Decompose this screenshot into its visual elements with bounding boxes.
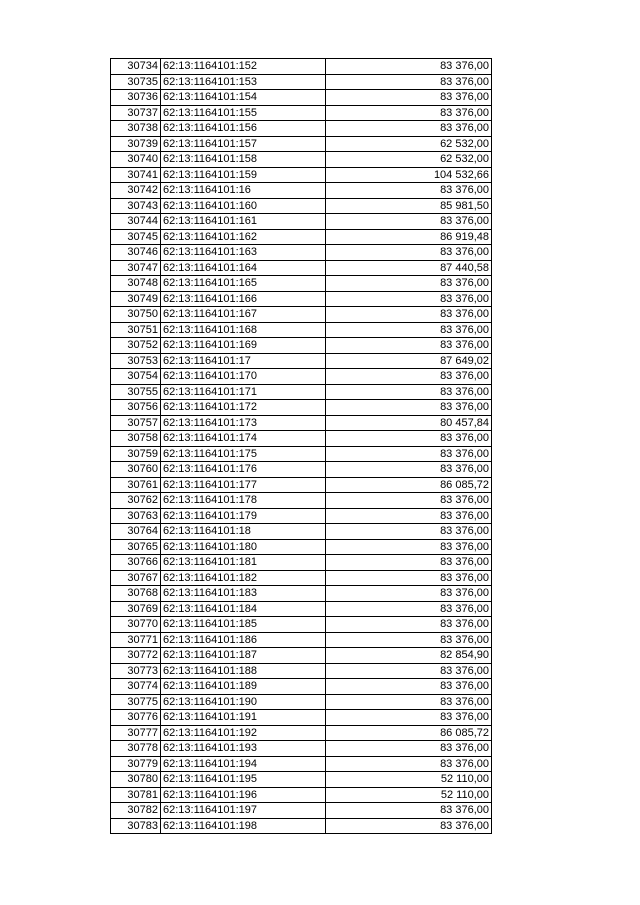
cadastral-value-cell: 83 376,00 xyxy=(326,183,492,199)
row-number-cell: 30777 xyxy=(111,725,161,741)
cadastral-number-cell: 62:13:1164101:188 xyxy=(161,663,326,679)
row-number-cell: 30757 xyxy=(111,415,161,431)
cadastral-value-cell: 85 981,50 xyxy=(326,198,492,214)
cadastral-number-cell: 62:13:1164101:160 xyxy=(161,198,326,214)
row-number-cell: 30774 xyxy=(111,679,161,695)
table-row xyxy=(111,338,492,354)
table-row xyxy=(111,291,492,307)
table-row xyxy=(111,772,492,788)
cadastral-number-cell: 62:13:1164101:192 xyxy=(161,725,326,741)
cadastral-number-cell: 62:13:1164101:165 xyxy=(161,276,326,292)
cadastral-value-cell: 87 440,58 xyxy=(326,260,492,276)
cadastral-value-cell: 62 532,00 xyxy=(326,152,492,168)
table-row xyxy=(111,586,492,602)
cadastral-number-cell: 62:13:1164101:197 xyxy=(161,803,326,819)
cadastral-value-cell: 80 457,84 xyxy=(326,415,492,431)
row-number-cell: 30760 xyxy=(111,462,161,478)
cadastral-number-cell: 62:13:1164101:18 xyxy=(161,524,326,540)
table-row xyxy=(111,167,492,183)
table-row xyxy=(111,369,492,385)
row-number-cell: 30759 xyxy=(111,446,161,462)
row-number-cell: 30749 xyxy=(111,291,161,307)
cadastral-number-cell: 62:13:1164101:181 xyxy=(161,555,326,571)
table-row xyxy=(111,105,492,121)
row-number-cell: 30736 xyxy=(111,90,161,106)
cadastral-value-cell: 83 376,00 xyxy=(326,462,492,478)
row-number-cell: 30782 xyxy=(111,803,161,819)
row-number-cell: 30746 xyxy=(111,245,161,261)
row-number-cell: 30770 xyxy=(111,617,161,633)
table-row xyxy=(111,803,492,819)
cadastral-value-cell: 83 376,00 xyxy=(326,105,492,121)
cadastral-number-cell: 62:13:1164101:16 xyxy=(161,183,326,199)
cadastral-number-cell: 62:13:1164101:191 xyxy=(161,710,326,726)
table-row xyxy=(111,741,492,757)
cadastral-value-cell: 83 376,00 xyxy=(326,90,492,106)
cadastral-number-cell: 62:13:1164101:184 xyxy=(161,601,326,617)
row-number-cell: 30750 xyxy=(111,307,161,323)
cadastral-number-cell: 62:13:1164101:175 xyxy=(161,446,326,462)
cadastral-value-cell: 83 376,00 xyxy=(326,741,492,757)
cadastral-value-cell: 83 376,00 xyxy=(326,493,492,509)
cadastral-number-cell: 62:13:1164101:190 xyxy=(161,694,326,710)
table-row xyxy=(111,384,492,400)
table-body xyxy=(111,59,492,834)
table-row xyxy=(111,694,492,710)
table-row xyxy=(111,601,492,617)
cadastral-value-cell: 83 376,00 xyxy=(326,601,492,617)
row-number-cell: 30740 xyxy=(111,152,161,168)
row-number-cell: 30758 xyxy=(111,431,161,447)
cadastral-value-cell: 104 532,66 xyxy=(326,167,492,183)
cadastral-value-cell: 83 376,00 xyxy=(326,338,492,354)
cadastral-value-cell: 83 376,00 xyxy=(326,617,492,633)
table-row xyxy=(111,493,492,509)
row-number-cell: 30780 xyxy=(111,772,161,788)
table-row xyxy=(111,508,492,524)
row-number-cell: 30743 xyxy=(111,198,161,214)
row-number-cell: 30776 xyxy=(111,710,161,726)
cadastral-number-cell: 62:13:1164101:158 xyxy=(161,152,326,168)
row-number-cell: 30773 xyxy=(111,663,161,679)
row-number-cell: 30734 xyxy=(111,59,161,75)
cadastral-number-cell: 62:13:1164101:156 xyxy=(161,121,326,137)
cadastral-number-cell: 62:13:1164101:159 xyxy=(161,167,326,183)
cadastral-value-cell: 83 376,00 xyxy=(326,570,492,586)
row-number-cell: 30768 xyxy=(111,586,161,602)
cadastral-value-cell: 62 532,00 xyxy=(326,136,492,152)
cadastral-value-cell: 52 110,00 xyxy=(326,772,492,788)
table-row xyxy=(111,663,492,679)
table-row xyxy=(111,617,492,633)
cadastral-value-cell: 83 376,00 xyxy=(326,756,492,772)
table-row xyxy=(111,431,492,447)
table-row xyxy=(111,307,492,323)
row-number-cell: 30779 xyxy=(111,756,161,772)
row-number-cell: 30764 xyxy=(111,524,161,540)
table-row xyxy=(111,59,492,75)
cadastral-value-cell: 83 376,00 xyxy=(326,446,492,462)
cadastral-value-cell: 82 854,90 xyxy=(326,648,492,664)
cadastral-value-cell: 83 376,00 xyxy=(326,291,492,307)
cadastral-value-cell: 83 376,00 xyxy=(326,586,492,602)
cadastral-value-cell: 86 085,72 xyxy=(326,725,492,741)
table-row xyxy=(111,152,492,168)
row-number-cell: 30754 xyxy=(111,369,161,385)
row-number-cell: 30783 xyxy=(111,818,161,834)
table-row xyxy=(111,183,492,199)
row-number-cell: 30767 xyxy=(111,570,161,586)
cadastral-number-cell: 62:13:1164101:182 xyxy=(161,570,326,586)
cadastral-value-cell: 86 085,72 xyxy=(326,477,492,493)
cadastral-value-cell: 83 376,00 xyxy=(326,384,492,400)
cadastral-number-cell: 62:13:1164101:157 xyxy=(161,136,326,152)
table-row xyxy=(111,477,492,493)
table-row xyxy=(111,276,492,292)
row-number-cell: 30738 xyxy=(111,121,161,137)
row-number-cell: 30745 xyxy=(111,229,161,245)
row-number-cell: 30737 xyxy=(111,105,161,121)
cadastral-number-cell: 62:13:1164101:180 xyxy=(161,539,326,555)
cadastral-number-cell: 62:13:1164101:173 xyxy=(161,415,326,431)
cadastral-value-cell: 83 376,00 xyxy=(326,214,492,230)
table-row xyxy=(111,136,492,152)
cadastral-value-cell: 83 376,00 xyxy=(326,74,492,90)
cadastral-number-cell: 62:13:1164101:152 xyxy=(161,59,326,75)
row-number-cell: 30748 xyxy=(111,276,161,292)
row-number-cell: 30778 xyxy=(111,741,161,757)
row-number-cell: 30763 xyxy=(111,508,161,524)
table-row xyxy=(111,539,492,555)
cadastral-value-cell: 83 376,00 xyxy=(326,694,492,710)
cadastral-number-cell: 62:13:1164101:187 xyxy=(161,648,326,664)
cadastral-number-cell: 62:13:1164101:164 xyxy=(161,260,326,276)
table-row xyxy=(111,214,492,230)
cadastral-number-cell: 62:13:1164101:166 xyxy=(161,291,326,307)
cadastral-value-cell: 83 376,00 xyxy=(326,276,492,292)
cadastral-value-cell: 83 376,00 xyxy=(326,818,492,834)
cadastral-value-cell: 83 376,00 xyxy=(326,369,492,385)
cadastral-number-cell: 62:13:1164101:198 xyxy=(161,818,326,834)
cadastral-number-cell: 62:13:1164101:185 xyxy=(161,617,326,633)
cadastral-value-cell: 52 110,00 xyxy=(326,787,492,803)
row-number-cell: 30769 xyxy=(111,601,161,617)
row-number-cell: 30747 xyxy=(111,260,161,276)
row-number-cell: 30735 xyxy=(111,74,161,90)
cadastral-value-cell: 83 376,00 xyxy=(326,59,492,75)
cadastral-number-cell: 62:13:1164101:176 xyxy=(161,462,326,478)
cadastral-value-table xyxy=(110,58,492,834)
cadastral-number-cell: 62:13:1164101:189 xyxy=(161,679,326,695)
table-row xyxy=(111,725,492,741)
cadastral-value-cell: 83 376,00 xyxy=(326,121,492,137)
row-number-cell: 30741 xyxy=(111,167,161,183)
row-number-cell: 30739 xyxy=(111,136,161,152)
cadastral-value-cell: 83 376,00 xyxy=(326,663,492,679)
table-row xyxy=(111,462,492,478)
cadastral-number-cell: 62:13:1164101:154 xyxy=(161,90,326,106)
cadastral-value-cell: 83 376,00 xyxy=(326,803,492,819)
row-number-cell: 30765 xyxy=(111,539,161,555)
table-row xyxy=(111,756,492,772)
row-number-cell: 30744 xyxy=(111,214,161,230)
cadastral-number-cell: 62:13:1164101:194 xyxy=(161,756,326,772)
cadastral-value-cell: 83 376,00 xyxy=(326,632,492,648)
table-row xyxy=(111,90,492,106)
row-number-cell: 30761 xyxy=(111,477,161,493)
cadastral-number-cell: 62:13:1164101:178 xyxy=(161,493,326,509)
row-number-cell: 30771 xyxy=(111,632,161,648)
cadastral-value-cell: 83 376,00 xyxy=(326,322,492,338)
row-number-cell: 30753 xyxy=(111,353,161,369)
cadastral-number-cell: 62:13:1164101:177 xyxy=(161,477,326,493)
table-row xyxy=(111,245,492,261)
cadastral-number-cell: 62:13:1164101:193 xyxy=(161,741,326,757)
table-row xyxy=(111,229,492,245)
cadastral-value-cell: 83 376,00 xyxy=(326,539,492,555)
table-row xyxy=(111,710,492,726)
cadastral-value-cell: 87 649,02 xyxy=(326,353,492,369)
cadastral-number-cell: 62:13:1164101:196 xyxy=(161,787,326,803)
table-row xyxy=(111,818,492,834)
row-number-cell: 30756 xyxy=(111,400,161,416)
table-row xyxy=(111,524,492,540)
cadastral-number-cell: 62:13:1164101:171 xyxy=(161,384,326,400)
table-row xyxy=(111,353,492,369)
table-row xyxy=(111,198,492,214)
table-row xyxy=(111,570,492,586)
row-number-cell: 30775 xyxy=(111,694,161,710)
cadastral-number-cell: 62:13:1164101:170 xyxy=(161,369,326,385)
table-row xyxy=(111,415,492,431)
cadastral-number-cell: 62:13:1164101:153 xyxy=(161,74,326,90)
cadastral-number-cell: 62:13:1164101:162 xyxy=(161,229,326,245)
table-row xyxy=(111,446,492,462)
row-number-cell: 30762 xyxy=(111,493,161,509)
cadastral-number-cell: 62:13:1164101:163 xyxy=(161,245,326,261)
row-number-cell: 30752 xyxy=(111,338,161,354)
cadastral-value-cell: 83 376,00 xyxy=(326,710,492,726)
row-number-cell: 30751 xyxy=(111,322,161,338)
cadastral-value-cell: 83 376,00 xyxy=(326,555,492,571)
cadastral-number-cell: 62:13:1164101:172 xyxy=(161,400,326,416)
table-row xyxy=(111,322,492,338)
row-number-cell: 30772 xyxy=(111,648,161,664)
cadastral-value-cell: 83 376,00 xyxy=(326,679,492,695)
row-number-cell: 30742 xyxy=(111,183,161,199)
cadastral-number-cell: 62:13:1164101:168 xyxy=(161,322,326,338)
cadastral-number-cell: 62:13:1164101:169 xyxy=(161,338,326,354)
cadastral-value-cell: 83 376,00 xyxy=(326,508,492,524)
cadastral-value-cell: 83 376,00 xyxy=(326,431,492,447)
cadastral-number-cell: 62:13:1164101:17 xyxy=(161,353,326,369)
table-row xyxy=(111,632,492,648)
cadastral-value-cell: 83 376,00 xyxy=(326,400,492,416)
cadastral-number-cell: 62:13:1164101:183 xyxy=(161,586,326,602)
cadastral-value-cell: 86 919,48 xyxy=(326,229,492,245)
cadastral-value-cell: 83 376,00 xyxy=(326,524,492,540)
table-row xyxy=(111,648,492,664)
table-row xyxy=(111,121,492,137)
table-row xyxy=(111,679,492,695)
table-row xyxy=(111,555,492,571)
row-number-cell: 30781 xyxy=(111,787,161,803)
row-number-cell: 30766 xyxy=(111,555,161,571)
row-number-cell: 30755 xyxy=(111,384,161,400)
table-row xyxy=(111,787,492,803)
table-row xyxy=(111,260,492,276)
cadastral-number-cell: 62:13:1164101:179 xyxy=(161,508,326,524)
cadastral-number-cell: 62:13:1164101:195 xyxy=(161,772,326,788)
table-row xyxy=(111,400,492,416)
table-row xyxy=(111,74,492,90)
cadastral-number-cell: 62:13:1164101:155 xyxy=(161,105,326,121)
cadastral-number-cell: 62:13:1164101:174 xyxy=(161,431,326,447)
cadastral-number-cell: 62:13:1164101:161 xyxy=(161,214,326,230)
cadastral-value-cell: 83 376,00 xyxy=(326,307,492,323)
cadastral-number-cell: 62:13:1164101:186 xyxy=(161,632,326,648)
cadastral-number-cell: 62:13:1164101:167 xyxy=(161,307,326,323)
cadastral-value-cell: 83 376,00 xyxy=(326,245,492,261)
